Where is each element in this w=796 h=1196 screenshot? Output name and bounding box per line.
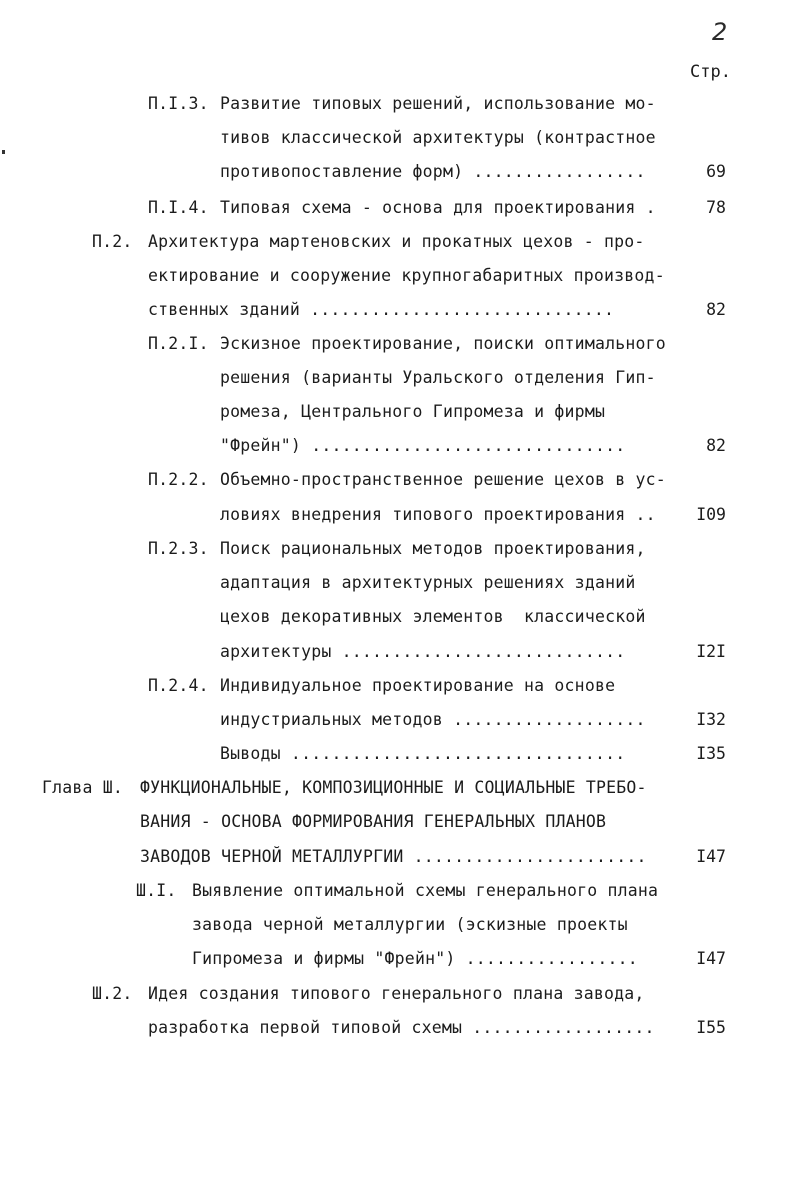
toc-entry-text: Идея создания типового генерального плана завода,: [148, 984, 645, 1003]
toc-entry-text: "Фрейн") ...............................: [220, 436, 626, 455]
toc-entry-number: П.2.4.: [148, 676, 209, 695]
toc-entry-text: индустриальных методов ...................: [220, 710, 646, 729]
toc-entry-number: Ш.I.: [136, 881, 177, 900]
toc-entry-text: Выявление оптимальной схемы генерального плана: [192, 881, 659, 900]
toc-entry-text: ектирование и сооружение крупногабаритных производ-: [148, 266, 665, 285]
toc-entry-number: П.2.3.: [148, 539, 209, 558]
toc-entry-text: Типовая схема - основа для проектирования .: [220, 198, 656, 217]
toc-entry-text: Объемно-пространственное решение цехов в ус-: [220, 470, 666, 489]
toc-entry-page: 82: [706, 436, 726, 455]
toc-entry-text: ловиях внедрения типового проектирования ..: [220, 505, 656, 524]
toc-entry-number: П.I.4.: [148, 198, 209, 217]
toc-entry-text: решения (варианты Уральского отделения Гип-: [220, 368, 656, 387]
page-number: 2: [712, 18, 728, 46]
toc-entry-number: П.2.: [92, 232, 133, 251]
toc-entry-number: Ш.2.: [92, 984, 133, 1003]
toc-chapter-title: ВАНИЯ - ОСНОВА ФОРМИРОВАНИЯ ГЕНЕРАЛЬНЫХ ПЛАНОВ: [140, 812, 607, 831]
toc-entry-text: завода черной металлургии (эскизные проекты: [192, 915, 628, 934]
toc-entry-text: цехов декоративных элементов классической: [220, 607, 646, 626]
toc-entry-text: Индивидуальное проектирование на основе: [220, 676, 616, 695]
toc-entry-page: I47: [696, 949, 726, 968]
toc-entry-page: I55: [696, 1018, 726, 1037]
toc-entry-text: Развитие типовых решений, использование мо-: [220, 94, 656, 113]
toc-entry-page: 78: [706, 198, 726, 217]
toc-entry-number: П.I.3.: [148, 94, 209, 113]
toc-entry-page: 69: [706, 162, 726, 181]
toc-entry-text: адаптация в архитектурных решениях зданий: [220, 573, 636, 592]
toc-chapter-title: ФУНКЦИОНАЛЬНЫЕ, КОМПОЗИЦИОННЫЕ И СОЦИАЛЬНЫЕ ТРЕБО-: [140, 778, 647, 797]
toc-entry-text: Гипромеза и фирмы "Фрейн") .................: [192, 949, 638, 968]
page-column-label: Стр.: [690, 62, 731, 82]
toc-entry-text: разработка первой типовой схемы ..................: [148, 1018, 655, 1037]
toc-entry-page: I2I: [696, 642, 726, 661]
toc-entry-page: I09: [696, 505, 726, 524]
toc-entry-text: тивов классической архитектуры (контрастное: [220, 128, 656, 147]
margin-mark: [2, 150, 5, 154]
toc-entry-text: Эскизное проектирование, поиски оптимального: [220, 334, 666, 353]
toc-entry-text: ромеза, Центрального Гипромеза и фирмы: [220, 402, 606, 421]
toc-entry-page: I35: [696, 744, 726, 763]
toc-entry-page: I32: [696, 710, 726, 729]
toc-chapter-number: Глава Ш.: [42, 778, 124, 797]
toc-entry-text: Выводы .................................: [220, 744, 626, 763]
toc-entry-number: П.2.I.: [148, 334, 209, 353]
toc-chapter-title: ЗАВОДОВ ЧЕРНОЙ МЕТАЛЛУРГИИ .......................: [140, 847, 647, 866]
toc-entry-page: I47: [696, 847, 726, 866]
toc-entry-text: Архитектура мартеновских и прокатных цехов - про-: [148, 232, 645, 251]
toc-entry-text: ственных зданий ..............................: [148, 300, 615, 319]
toc-entry-number: П.2.2.: [148, 470, 209, 489]
toc-entry-text: противопоставление форм) .................: [220, 162, 646, 181]
toc-entry-page: 82: [706, 300, 726, 319]
toc-entry-text: Поиск рациональных методов проектирования,: [220, 539, 646, 558]
toc-entry-text: архитектуры ............................: [220, 642, 626, 661]
